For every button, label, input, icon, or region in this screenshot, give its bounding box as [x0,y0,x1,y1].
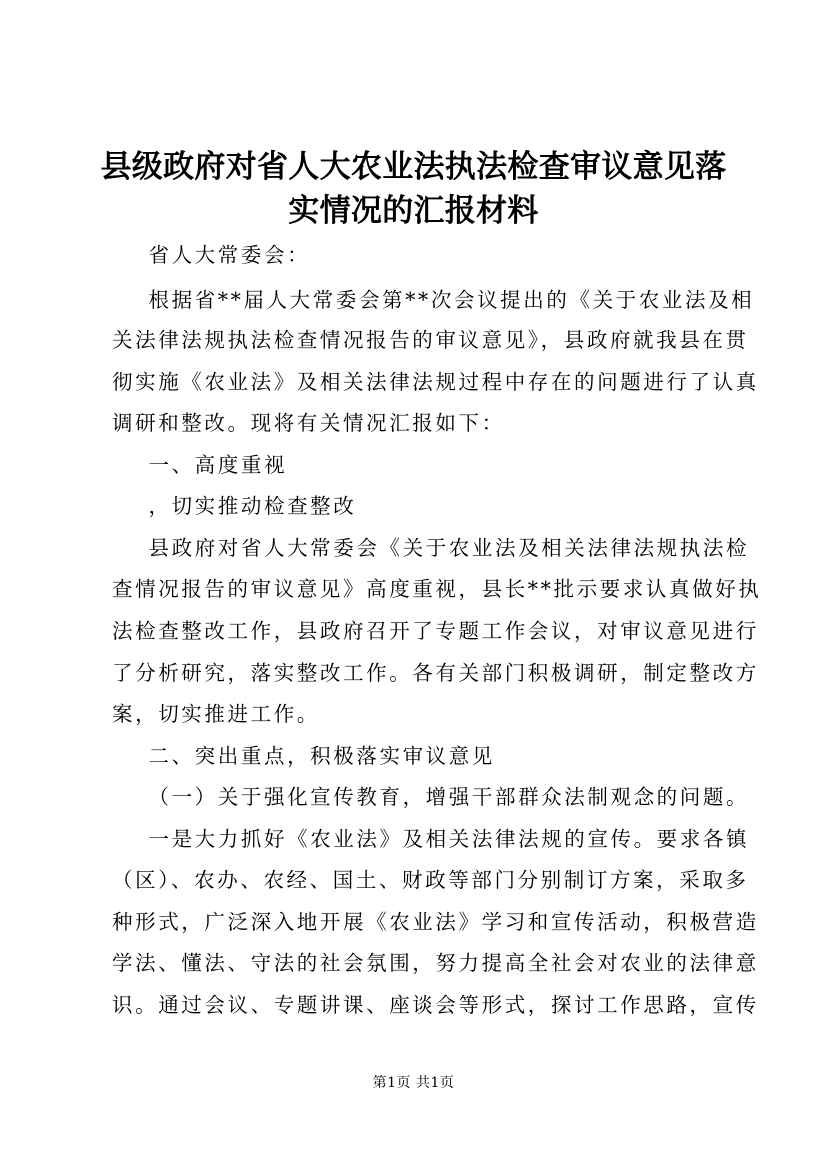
document-title-line-1: 县级政府对省人大农业法执法检查审议意见落 [100,149,727,185]
page-number-footer: 第1页 共1页 [372,1075,455,1091]
body-line: （一）关于强化宣传教育，增强干部群众法制观念的问题。 [112,785,750,809]
body-line: 关法律法规执法检查情况报告的审议意见》，县政府就我县在贯 [112,328,749,352]
body-line: 学法、懂法、守法的社会氛围，努力提高全社会对农业的法律意 [112,951,759,975]
body-line: 县政府对省人大常委会《关于农业法及相关法律法规执法检 [112,536,750,560]
body-line-heading: 二、突出重点，积极落实审议意见 [112,744,495,768]
body-line: 了分析研究，落实整改工作。各有关部门积极调研，制定整改方 [112,661,759,685]
body-line: 法检查整改工作，县政府召开了专题工作会议，对审议意见进行 [112,619,759,643]
body-line: 案，切实推进工作。 [112,702,320,726]
body-line-salutation: 省人大常委会： [112,243,311,267]
body-line-heading: 一、高度重视 [112,453,288,477]
body-line: 一是大力抓好《农业法》及相关法律法规的宣传。要求各镇 [112,827,750,851]
body-line: 根据省**届人大常委会第**次会议提出的《关于农业法及相 [112,288,755,312]
body-line: 调研和整改。现将有关情况汇报如下： [112,411,505,435]
body-line: （区）、农办、农经、国土、财政等部门分别制订方案，采取多 [112,868,749,892]
document-title-line-2: 实情况的汇报材料 [288,193,539,229]
body-line: 查情况报告的审议意见》高度重视，县长**批示要求认真做好执 [112,577,762,601]
body-line: 识。通过会议、专题讲课、座谈会等形式，探讨工作思路，宣传 [112,993,759,1017]
body-line: 种形式，广泛深入地开展《农业法》学习和宣传活动，积极营造 [112,910,759,934]
body-line: ，切实推动检查整改 [112,494,357,518]
body-line: 彻实施《农业法》及相关法律法规过程中存在的问题进行了认真 [112,370,759,394]
